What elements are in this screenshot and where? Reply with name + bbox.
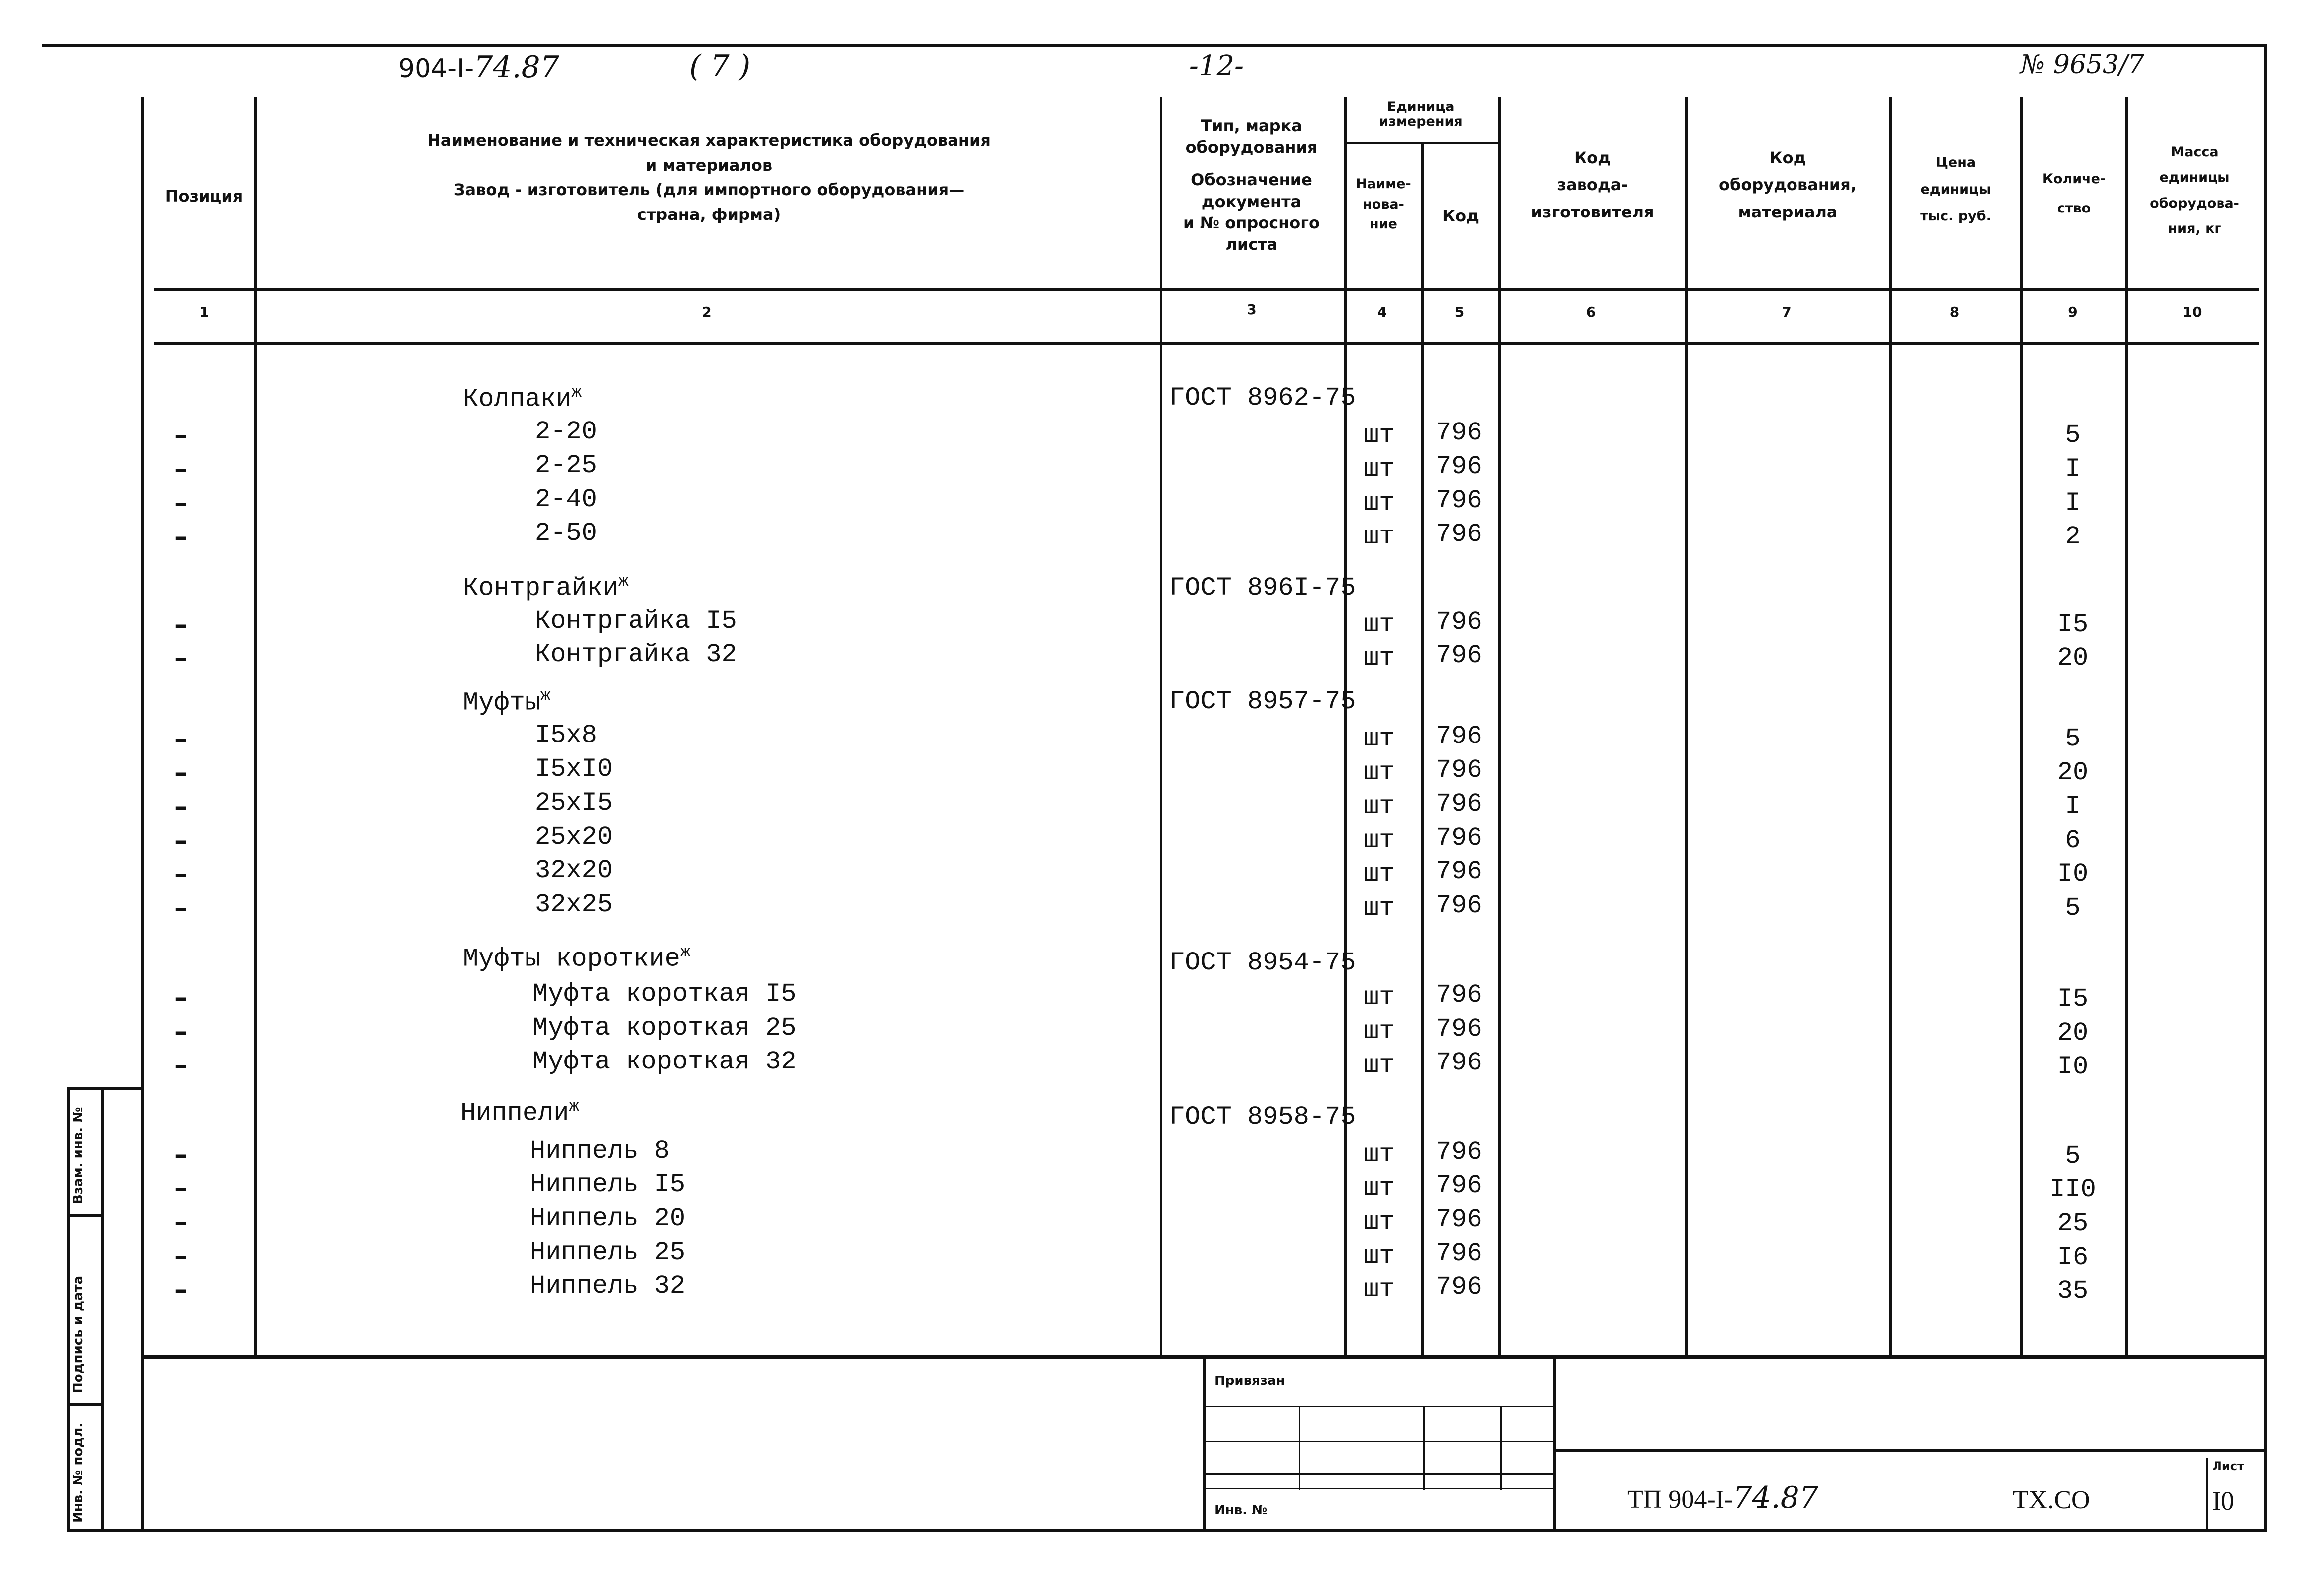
row-code: 796 <box>1436 857 1482 886</box>
row-code: 796 <box>1436 1272 1482 1302</box>
col5-header: Код <box>1442 207 1479 225</box>
frame-right <box>2264 44 2267 1532</box>
row-name: 32x25 <box>535 890 613 919</box>
row-name: Контргайка 32 <box>535 640 737 669</box>
row-code: 796 <box>1436 1171 1482 1200</box>
row-name: 25xI5 <box>535 788 613 818</box>
row-name: I5xI0 <box>535 754 613 784</box>
colnum-2: 2 <box>702 304 712 320</box>
row-name: 2-50 <box>535 519 597 548</box>
row-name: I5x8 <box>535 721 597 750</box>
row-unit: шт <box>1364 758 1395 787</box>
stamp-cell-v3 <box>1500 1406 1502 1490</box>
row-position: – <box>174 643 187 673</box>
colnum-7: 7 <box>1782 304 1792 320</box>
col1-header: Позиция <box>165 187 243 206</box>
col10-header-line4: ния, кг <box>2168 220 2221 236</box>
col9-header-line1: Количе- <box>2042 171 2106 187</box>
row-unit: шт <box>1364 1017 1395 1046</box>
row-unit: шт <box>1364 1051 1395 1080</box>
row-unit: шт <box>1364 643 1395 673</box>
header-bottom-line <box>154 288 2259 291</box>
side-label-podpis: Подпись и дата <box>71 1275 86 1393</box>
row-unit: шт <box>1364 1241 1395 1271</box>
row-position: – <box>174 522 187 552</box>
section-mark: ж <box>618 572 629 591</box>
row-position: – <box>174 1275 187 1305</box>
row-position: – <box>174 893 187 923</box>
row-unit: шт <box>1364 421 1395 450</box>
row-code: 796 <box>1436 823 1482 852</box>
page-number: -12- <box>1189 50 1244 82</box>
col4-header-line3: ние <box>1370 216 1397 232</box>
row-qty: 20 <box>2057 758 2089 787</box>
col3-header-line3: Обозначение <box>1191 170 1312 190</box>
col7-header-line1: Код <box>1769 148 1806 167</box>
col-line-6 <box>1685 97 1688 1356</box>
row-qty: I0 <box>2057 1052 2089 1081</box>
stamp-cell-v1 <box>1299 1406 1300 1490</box>
row-qty: 35 <box>2057 1276 2089 1306</box>
sheet-cell-line <box>2206 1458 2208 1532</box>
row-name: Ниппель I5 <box>530 1170 686 1199</box>
side-strip-divider <box>101 1087 104 1532</box>
row-position: – <box>174 758 187 788</box>
row-unit: шт <box>1364 610 1395 639</box>
row-position: – <box>174 610 187 639</box>
row-qty: 20 <box>2057 643 2089 673</box>
row-code: 796 <box>1436 980 1482 1010</box>
row-qty: I5 <box>2057 610 2089 639</box>
series-code <box>398 50 559 85</box>
section-title <box>463 687 550 717</box>
section-title-text: Муфты короткие <box>463 944 680 974</box>
row-unit: шт <box>1364 724 1395 753</box>
row-name: Ниппель 32 <box>530 1272 686 1301</box>
privyazan-label: Привязан <box>1214 1374 1285 1388</box>
colnum-1: 1 <box>199 304 209 320</box>
section-title <box>460 1097 579 1128</box>
side-strip-top <box>67 1087 142 1090</box>
frame-left-strip <box>67 1087 70 1532</box>
col8-header <box>1891 149 2020 230</box>
row-code: 796 <box>1436 891 1482 920</box>
row-qty: 20 <box>2057 1018 2089 1048</box>
row-qty: I <box>2065 454 2081 484</box>
stamp-left-line <box>1203 1355 1206 1532</box>
section-title <box>463 383 582 414</box>
row-name: Ниппель 25 <box>530 1238 686 1267</box>
row-qty: I <box>2065 792 2081 821</box>
col3-header-line5: и № опросного <box>1183 213 1320 232</box>
sheet-label: Лист <box>2212 1459 2244 1473</box>
row-name: Муфта короткая I5 <box>532 979 797 1009</box>
row-position: – <box>174 724 187 754</box>
row-position: – <box>174 1241 187 1271</box>
col3-header <box>1162 115 1341 255</box>
col9-header-line2: ство <box>2057 201 2091 216</box>
colnum-bottom-line <box>154 342 2259 345</box>
row-unit: шт <box>1364 983 1395 1012</box>
row-code: 796 <box>1436 1239 1482 1268</box>
stamp-code-prefix: ТП 904-I- <box>1627 1485 1733 1514</box>
col2-header-line2: и материалов <box>645 155 773 175</box>
row-code: 796 <box>1436 641 1482 670</box>
row-unit: шт <box>1364 1207 1395 1237</box>
colnum-4: 4 <box>1377 304 1387 320</box>
row-position: – <box>174 1140 187 1169</box>
frame-left-inner <box>141 97 144 1532</box>
row-qty: 2 <box>2065 522 2081 551</box>
row-qty: I6 <box>2057 1243 2089 1272</box>
col4-header <box>1346 174 1421 235</box>
frame-top <box>42 44 2267 47</box>
col-line-4 <box>1421 142 1424 1356</box>
row-name: Муфта короткая 25 <box>532 1013 797 1043</box>
colnum-6: 6 <box>1586 304 1596 320</box>
row-name: 2-20 <box>535 417 597 446</box>
side-strip-sep2 <box>67 1403 102 1406</box>
section-gost: ГОСТ 896I-75 <box>1169 573 1356 603</box>
row-code: 796 <box>1436 486 1482 515</box>
row-qty: 6 <box>2065 826 2081 855</box>
row-qty: 5 <box>2065 893 2081 923</box>
col6-header-line3: изготовителя <box>1531 202 1654 221</box>
row-qty: 25 <box>2057 1209 2089 1238</box>
row-unit: шт <box>1364 893 1395 923</box>
row-unit: шт <box>1364 1140 1395 1169</box>
side-label-vzam: Взам. инв. № <box>71 1107 86 1204</box>
row-qty: I0 <box>2057 859 2089 889</box>
col-line-5 <box>1498 97 1501 1356</box>
stamp-code-hand: 74.87 <box>1733 1481 1819 1515</box>
colnum-8: 8 <box>1949 304 1960 320</box>
colnum-3: 3 <box>1247 301 1257 318</box>
stamp-cell-v2 <box>1423 1406 1425 1490</box>
side-label-inv-podl: Инв. № подл. <box>71 1422 86 1523</box>
row-qty: 5 <box>2065 724 2081 753</box>
row-code: 796 <box>1436 1137 1482 1166</box>
section-title <box>463 943 690 973</box>
row-code: 796 <box>1436 755 1482 785</box>
row-code: 796 <box>1436 789 1482 819</box>
row-qty: I <box>2065 488 2081 518</box>
col10-header-line2: единицы <box>2159 170 2230 186</box>
section-gost: ГОСТ 8957-75 <box>1169 687 1356 716</box>
inv-no-label: Инв. № <box>1214 1503 1268 1518</box>
row-unit: шт <box>1364 1173 1395 1203</box>
col8-header-line2: единицы <box>1920 182 1991 197</box>
col6-header-line1: Код <box>1574 148 1611 167</box>
row-code: 796 <box>1436 1048 1482 1077</box>
row-name: 32x20 <box>535 856 613 885</box>
section-gost: ГОСТ 8962-75 <box>1169 383 1356 413</box>
col6-header <box>1500 144 1685 225</box>
section-title-text: Контргайки <box>463 573 619 603</box>
series-prefix: 904-I- <box>398 54 474 84</box>
col6-header-line2: завода- <box>1557 175 1628 195</box>
col4-header-line2: нова- <box>1363 196 1404 212</box>
col7-header-line3: материала <box>1738 202 1838 221</box>
section-title <box>463 572 628 603</box>
row-position: – <box>174 1017 187 1047</box>
row-unit: шт <box>1364 792 1395 821</box>
row-position: – <box>174 792 187 822</box>
stamp-code <box>1627 1481 1818 1515</box>
row-name: Контргайка I5 <box>535 606 737 636</box>
row-qty: 5 <box>2065 421 2081 450</box>
colnum-5: 5 <box>1454 304 1465 320</box>
sheet-number: I0 <box>2212 1486 2234 1516</box>
row-code: 796 <box>1436 607 1482 636</box>
col3-header-line1: Тип, марка <box>1201 116 1302 135</box>
row-position: – <box>174 1051 187 1080</box>
row-unit: шт <box>1364 522 1395 551</box>
section-gost: ГОСТ 8954-75 <box>1169 948 1356 977</box>
row-code: 796 <box>1436 1014 1482 1044</box>
row-qty: II0 <box>2049 1175 2096 1204</box>
col8-header-line3: тыс. руб. <box>1920 209 1991 224</box>
frame-bottom <box>67 1529 2267 1532</box>
row-unit: шт <box>1364 826 1395 855</box>
section-mark: ж <box>571 383 582 402</box>
document-number: № 9653/7 <box>2020 50 2144 80</box>
row-name: Муфта короткая 32 <box>532 1047 797 1076</box>
side-strip-sep1 <box>67 1214 102 1217</box>
series-hand: 74.87 <box>474 50 559 85</box>
col10-header-line3: оборудова- <box>2150 195 2239 211</box>
row-unit: шт <box>1364 859 1395 889</box>
row-unit: шт <box>1364 454 1395 484</box>
row-position: – <box>174 983 187 1013</box>
col10-header-line1: Масса <box>2171 144 2218 160</box>
part-number: ( 7 ) <box>689 49 751 84</box>
row-position: – <box>174 1207 187 1237</box>
unit-group-line <box>1344 142 1498 144</box>
col3-header-line2: оборудования <box>1185 138 1318 157</box>
row-code: 796 <box>1436 722 1482 751</box>
row-name: 25x20 <box>535 822 613 851</box>
col2-header-line1: Наименование и техническая характеристика оборудования <box>427 131 991 150</box>
row-code: 796 <box>1436 452 1482 481</box>
section-title-text: Ниппели <box>460 1098 569 1128</box>
col2-header-line3: Завод - изготовитель (для импортного оборудования— <box>453 180 965 200</box>
row-position: – <box>174 859 187 889</box>
colnum-10: 10 <box>2182 304 2202 320</box>
stamp-mid-line <box>1553 1355 1556 1532</box>
col-line-7 <box>1889 97 1892 1356</box>
row-code: 796 <box>1436 1205 1482 1234</box>
row-qty: I5 <box>2057 984 2089 1014</box>
col3-header-line4: документа <box>1201 192 1302 211</box>
row-code: 796 <box>1436 520 1482 549</box>
section-title-text: Колпаки <box>463 384 572 414</box>
row-position: – <box>174 421 187 450</box>
col7-header <box>1687 144 1889 225</box>
col-line-2 <box>1160 97 1162 1356</box>
row-code: 796 <box>1436 418 1482 447</box>
section-mark: ж <box>540 687 551 706</box>
section-gost: ГОСТ 8958-75 <box>1169 1102 1356 1132</box>
col4-header-line1: Наиме- <box>1356 176 1411 192</box>
section-mark: ж <box>569 1097 579 1116</box>
row-name: 2-40 <box>535 485 597 514</box>
col9-header <box>2023 164 2125 223</box>
row-name: Ниппель 8 <box>530 1136 670 1166</box>
row-position: – <box>174 488 187 518</box>
col2-header <box>259 128 1160 227</box>
row-qty: 5 <box>2065 1141 2081 1170</box>
row-unit: шт <box>1364 488 1395 518</box>
row-position: – <box>174 1173 187 1203</box>
col3-header-line6: листа <box>1225 234 1278 254</box>
col-line-9 <box>2125 97 2128 1356</box>
col-line-3 <box>1344 97 1347 1356</box>
row-unit: шт <box>1364 1275 1395 1304</box>
col2-header-line4: страна, фирма) <box>637 205 781 224</box>
col-line-1 <box>254 97 257 1356</box>
section-title-text: Муфты <box>463 688 541 718</box>
row-name: Ниппель 20 <box>530 1204 686 1233</box>
col8-header-line1: Цена <box>1935 155 1976 170</box>
col10-header <box>2127 139 2262 241</box>
row-position: – <box>174 826 187 855</box>
section-mark: ж <box>680 943 691 962</box>
colnum-9: 9 <box>2068 304 2078 320</box>
col7-header-line2: оборудования, <box>1719 175 1857 195</box>
stamp-right-line <box>1553 1449 2264 1452</box>
unit-group-header: Единица измерения <box>1379 99 1463 129</box>
row-position: – <box>174 454 187 484</box>
row-name: 2-25 <box>535 451 597 480</box>
stamp-tx: ТХ.СО <box>2013 1486 2090 1514</box>
